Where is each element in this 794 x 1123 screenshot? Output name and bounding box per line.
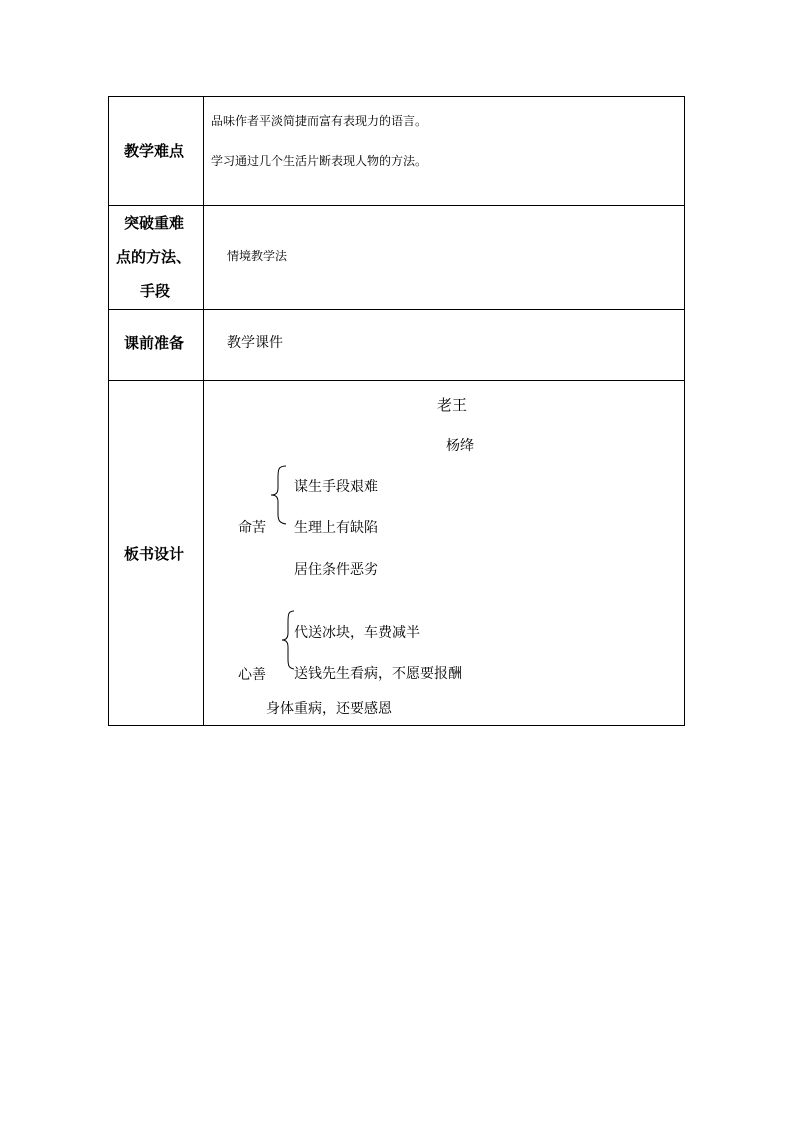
group1-item: 居住条件恶劣 [294, 562, 378, 578]
board-author: 杨绛 [446, 438, 474, 454]
group2-item: 身体重病，还要感恩 [266, 701, 392, 717]
label-method-line-3: 手段 [140, 282, 171, 300]
group1-item: 谋生手段艰难 [294, 479, 378, 495]
method-content: 情境教学法 [227, 249, 288, 263]
preparation-content: 教学课件 [227, 335, 283, 351]
label-board-design: 板书设计 [124, 545, 185, 563]
board-title: 老王 [437, 396, 468, 414]
column-divider [203, 97, 204, 725]
group1-head: 命苦 [238, 520, 266, 536]
label-preparation: 课前准备 [124, 334, 185, 352]
label-method-line-2: 点的方法、 [116, 248, 192, 266]
row-divider [109, 205, 684, 206]
group2-head: 心善 [238, 667, 266, 683]
difficulty-line-2: 学习通过几个生活片断表现人物的方法。 [211, 154, 428, 168]
difficulty-line-1: 品味作者平淡简捷而富有表现力的语言。 [211, 114, 428, 128]
brace-icon [268, 464, 290, 526]
label-teaching-difficulty: 教学难点 [124, 142, 185, 160]
label-method-line-1: 突破重难 [124, 214, 185, 232]
row-divider [109, 309, 684, 310]
group2-item: 代送冰块，车费减半 [294, 625, 420, 641]
row-divider [109, 380, 684, 381]
group1-item: 生理上有缺陷 [294, 520, 378, 536]
group2-item: 送钱先生看病，不愿要报酬 [294, 666, 462, 682]
